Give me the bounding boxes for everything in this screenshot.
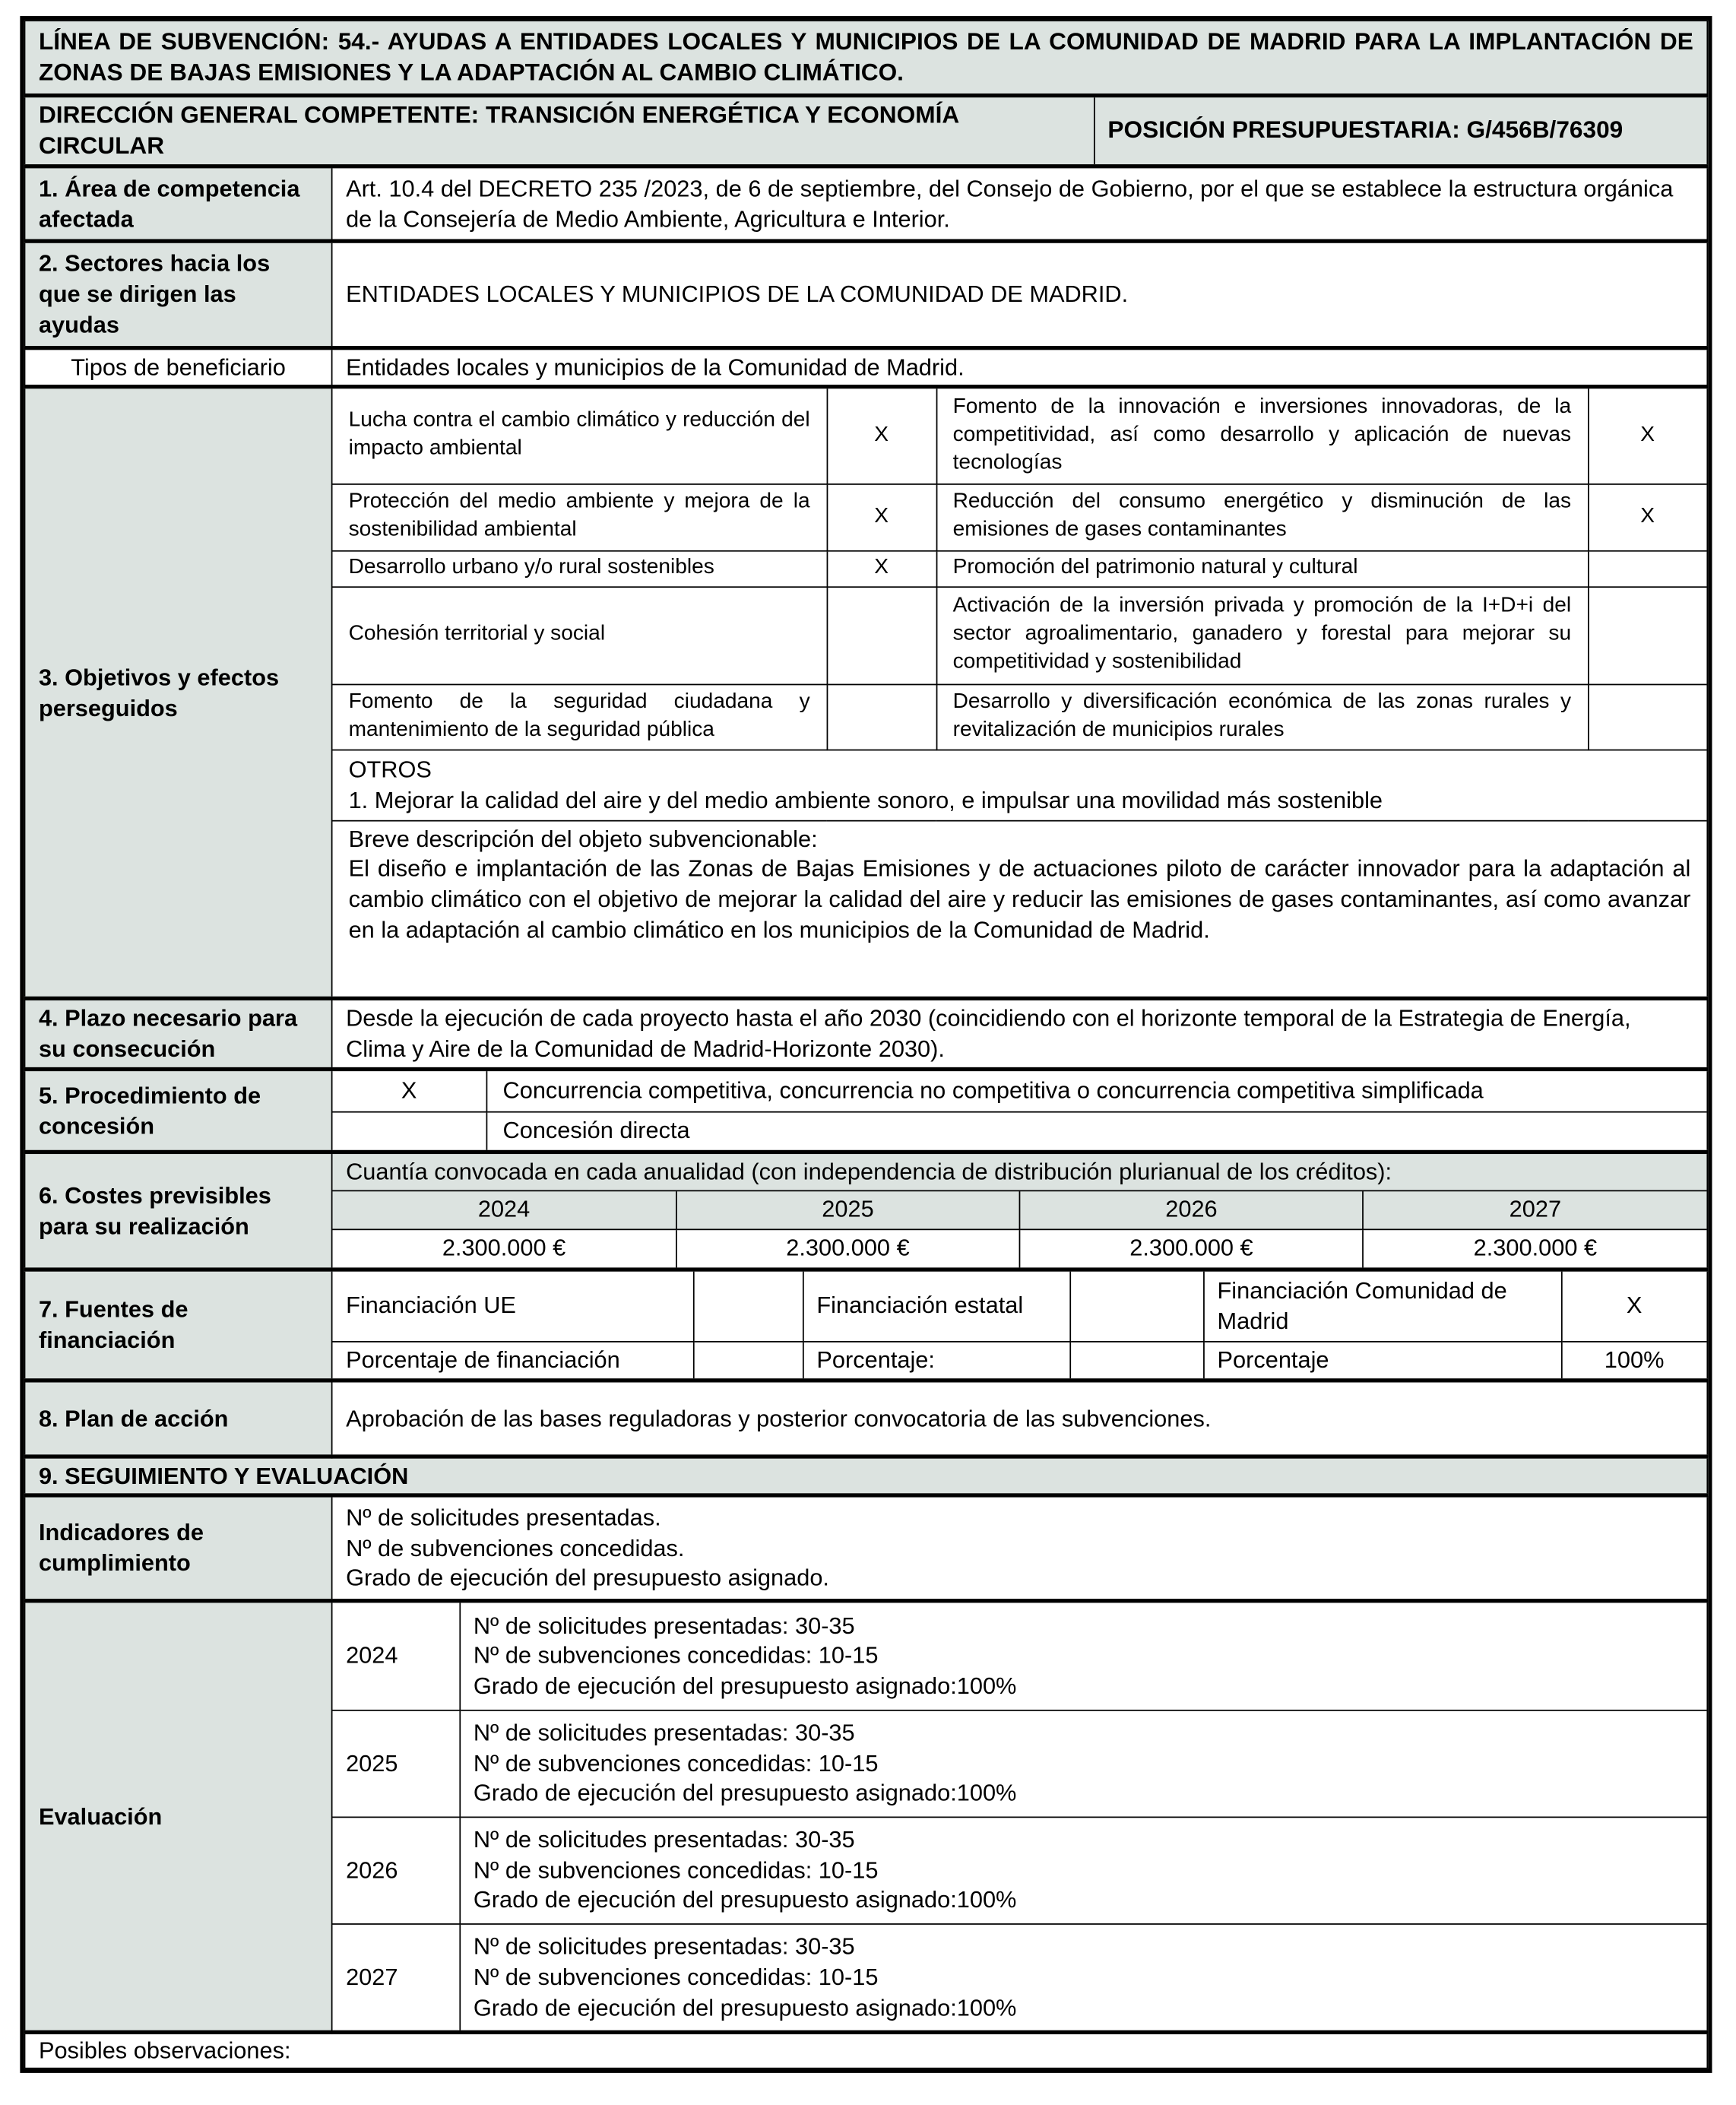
- evaluacion-row: [332, 1923, 1706, 2031]
- funding-estatal-label: Financiación estatal: [803, 1272, 1069, 1341]
- indicador-item: Nº de solicitudes presentadas.: [346, 1504, 661, 1531]
- section2-label: 2. Sectores hacia los que se dirigen las ayudas: [25, 241, 332, 348]
- procedure-mark-competitive: X: [332, 1071, 486, 1111]
- objective-left-mark: X: [827, 388, 936, 483]
- objective-row: [332, 388, 1706, 483]
- breve-text: El diseño e implantación de las Zonas de Bajas Emisiones y de actuaciones piloto de carácter innovador para la adaptación al cambio climático con el objetivo de mejorar la calidad del aire y reducir las emisiones de gases contaminantes, así como avanzar en la adaptación al cambio climático en los municipios de la Comunidad de Madrid.: [348, 854, 1691, 943]
- evaluacion-year: 2026: [332, 1817, 459, 1924]
- line-title: LÍNEA DE SUBVENCIÓN: 54.- AYUDAS A ENTIDADES LOCALES Y MUNICIPIOS DE LA COMUNIDAD DE MADRID PARA LA IMPLANTACIÓN DE ZONAS DE BAJAS EMISIONES Y LA ADAPTACIÓN AL CAMBIO CLIMÁTICO.: [25, 21, 1708, 95]
- objective-left-text: Protección del medio ambiente y mejora de la sostenibilidad ambiental: [332, 483, 826, 550]
- indicador-item: Nº de subvenciones concedidas.: [346, 1534, 685, 1561]
- cost-year: 2027: [1363, 1190, 1706, 1228]
- funding-cm-label: Financiación Comunidad de Madrid: [1203, 1272, 1561, 1341]
- evaluacion-line: Nº de subvenciones concedidas: 10-15: [473, 1749, 879, 1777]
- funding-estatal-mark: [1069, 1272, 1203, 1341]
- evaluacion-indicators: [459, 1817, 1706, 1924]
- objective-row: [332, 586, 1706, 683]
- evaluacion-row: [332, 1603, 1706, 1710]
- objective-right-text: Desarrollo y diversificación económica de las zonas rurales y revitalización de municipios rurales: [936, 684, 1588, 750]
- objective-right-text: Activación de la inversión privada y promoción de la I+D+i del sector agroalimentario, ganadero y forestal para mejorar su competitividad y sostenibilidad: [936, 586, 1588, 683]
- evaluacion-row: [332, 1710, 1706, 1817]
- evaluacion-row: [332, 1817, 1706, 1924]
- evaluacion-line: Grado de ejecución del presupuesto asignado:100%: [473, 1886, 1017, 1913]
- evaluacion-line: Grado de ejecución del presupuesto asignado:100%: [473, 1993, 1017, 2021]
- funding-ue-mark: [693, 1272, 803, 1341]
- section2-value: ENTIDADES LOCALES Y MUNICIPIOS DE LA COMUNIDAD DE MADRID.: [332, 241, 1708, 348]
- section4-value: Desde la ejecución de cada proyecto hasta el año 2030 (coincidiendo con el horizonte temporal de la Estrategia de Energía, Clima y Aire de la Comunidad de Madrid-Horizonte 2030).: [332, 998, 1708, 1069]
- beneficiarios-label: Tipos de beneficiario: [25, 348, 332, 387]
- procedure-text-direct: Concesión directa: [486, 1111, 1707, 1150]
- procedure-mark-direct: [332, 1111, 486, 1150]
- objective-right-mark: [1588, 550, 1706, 586]
- objective-right-text: Fomento de la innovación e inversiones innovadoras, de la competitividad, así como desarrollo y aplicación de nuevas tecnologías: [936, 388, 1588, 483]
- evaluacion-indicators: [459, 1603, 1706, 1710]
- evaluacion-line: Grado de ejecución del presupuesto asignado:100%: [473, 1672, 1017, 1700]
- evaluacion-indicators: [459, 1710, 1706, 1817]
- evaluacion-line: Nº de solicitudes presentadas: 30-35: [473, 1825, 855, 1853]
- section1-value: Art. 10.4 del DECRETO 235 /2023, de 6 de septiembre, del Consejo de Gobierno, por el que se establece la estructura orgánica de la Consejería de Medio Ambiente, Agricultura e Interior.: [332, 166, 1708, 241]
- objective-right-mark: [1588, 684, 1706, 750]
- section8-label: 8. Plan de acción: [25, 1381, 332, 1457]
- funding-ue-label: Financiación UE: [332, 1272, 692, 1341]
- evaluacion-line: Grado de ejecución del presupuesto asignado:100%: [473, 1779, 1017, 1807]
- procedure-text-competitive: Concurrencia competitiva, concurrencia no competitiva o concurrencia competitiva simplificada: [486, 1071, 1707, 1111]
- objective-row: [332, 550, 1706, 586]
- costs-intro: Cuantía convocada en cada anualidad (con independencia de distribución plurianual de los créditos):: [332, 1154, 1706, 1190]
- procedure-options: [332, 1071, 1706, 1150]
- funding-pct-label-cm: Porcentaje: [1203, 1341, 1561, 1378]
- beneficiarios-value: Entidades locales y municipios de la Comunidad de Madrid.: [332, 348, 1708, 387]
- objectives-grid: [332, 388, 1706, 996]
- direccion-general: DIRECCIÓN GENERAL COMPETENTE: TRANSICIÓN ENERGÉTICA Y ECONOMÍA CIRCULAR: [25, 97, 1094, 164]
- otros-item: 1. Mejorar la calidad del aire y del medio ambiente sonoro, e impulsar una movilidad más sostenible: [348, 785, 1383, 813]
- posicion-presupuestaria: POSICIÓN PRESUPUESTARIA: G/456B/76309: [1094, 97, 1706, 164]
- cost-year: 2025: [676, 1190, 1019, 1228]
- cost-year: 2024: [332, 1190, 676, 1228]
- section5-label: 5. Procedimiento de concesión: [25, 1069, 332, 1152]
- indicadores-list: [332, 1495, 1708, 1601]
- section6-label: 6. Costes previsibles para su realización: [25, 1152, 332, 1270]
- cost-amount: 2.300.000 €: [1019, 1228, 1363, 1267]
- evaluacion-year: 2024: [332, 1603, 459, 1710]
- evaluacion-line: Nº de solicitudes presentadas: 30-35: [473, 1719, 855, 1746]
- objective-right-text: Reducción del consumo energético y disminución de las emisiones de gases contaminantes: [936, 483, 1588, 550]
- funding-pct-value-ue: [693, 1341, 803, 1378]
- subsidy-line-sheet: [20, 16, 1712, 2072]
- cost-amount: 2.300.000 €: [332, 1228, 676, 1267]
- evaluacion-line: Nº de solicitudes presentadas: 30-35: [473, 1932, 855, 1960]
- objective-right-mark: X: [1588, 483, 1706, 550]
- evaluacion-line: Nº de subvenciones concedidas: 10-15: [473, 1963, 879, 1990]
- evaluacion-year: 2027: [332, 1923, 459, 2031]
- otros-title: OTROS: [348, 756, 432, 783]
- objective-left-text: Desarrollo urbano y/o rural sostenibles: [332, 550, 826, 586]
- objective-left-text: Lucha contra el cambio climático y reducción del impacto ambiental: [332, 388, 826, 483]
- main-table: [24, 20, 1709, 2069]
- indicador-item: Grado de ejecución del presupuesto asignado.: [346, 1564, 829, 1592]
- section8-value: Aprobación de las bases reguladoras y posterior convocatoria de las subvenciones.: [332, 1381, 1708, 1457]
- costs-table: [332, 1154, 1706, 1267]
- observaciones-label: Posibles observaciones:: [25, 2032, 1708, 2068]
- objective-right-mark: [1588, 586, 1706, 683]
- indicadores-label: Indicadores de cumplimiento: [25, 1495, 332, 1601]
- cost-year: 2026: [1019, 1190, 1363, 1228]
- objective-left-mark: [827, 586, 936, 683]
- objective-left-mark: X: [827, 483, 936, 550]
- breve-title: Breve descripción del objeto subvencionable:: [348, 824, 818, 852]
- objective-row: [332, 684, 1706, 750]
- objective-left-mark: X: [827, 550, 936, 586]
- header-row-2: [25, 97, 1706, 164]
- evaluacion-line: Nº de subvenciones concedidas: 10-15: [473, 1642, 879, 1669]
- section4-label: 4. Plazo necesario para su consecución: [25, 998, 332, 1069]
- funding-table: [332, 1272, 1706, 1379]
- funding-pct-label-ue: Porcentaje de financiación: [332, 1341, 692, 1378]
- section1-label: 1. Área de competencia afectada: [25, 166, 332, 241]
- funding-cm-mark: X: [1561, 1272, 1707, 1341]
- objective-right-text: Promoción del patrimonio natural y cultural: [936, 550, 1588, 586]
- evaluacion-label: Evaluación: [25, 1601, 332, 2033]
- funding-pct-label-estatal: Porcentaje:: [803, 1341, 1069, 1378]
- evaluacion-table: [332, 1603, 1706, 2030]
- section3-label: 3. Objetivos y efectos perseguidos: [25, 387, 332, 999]
- funding-pct-value-cm: 100%: [1561, 1341, 1707, 1378]
- evaluacion-year: 2025: [332, 1710, 459, 1817]
- objective-left-text: Fomento de la seguridad ciudadana y mantenimiento de la seguridad pública: [332, 684, 826, 750]
- objective-row: [332, 483, 1706, 550]
- evaluacion-indicators: [459, 1923, 1706, 2031]
- evaluacion-line: Nº de subvenciones concedidas: 10-15: [473, 1856, 879, 1883]
- objective-left-text: Cohesión territorial y social: [332, 586, 826, 683]
- evaluacion-line: Nº de solicitudes presentadas: 30-35: [473, 1612, 855, 1639]
- objective-left-mark: [827, 684, 936, 750]
- cost-amount: 2.300.000 €: [1363, 1228, 1706, 1267]
- section9-title: 9. SEGUIMIENTO Y EVALUACIÓN: [25, 1457, 1708, 1495]
- funding-pct-value-estatal: [1069, 1341, 1203, 1378]
- section7-label: 7. Fuentes de financiación: [25, 1270, 332, 1381]
- cost-amount: 2.300.000 €: [676, 1228, 1019, 1267]
- objective-right-mark: X: [1588, 388, 1706, 483]
